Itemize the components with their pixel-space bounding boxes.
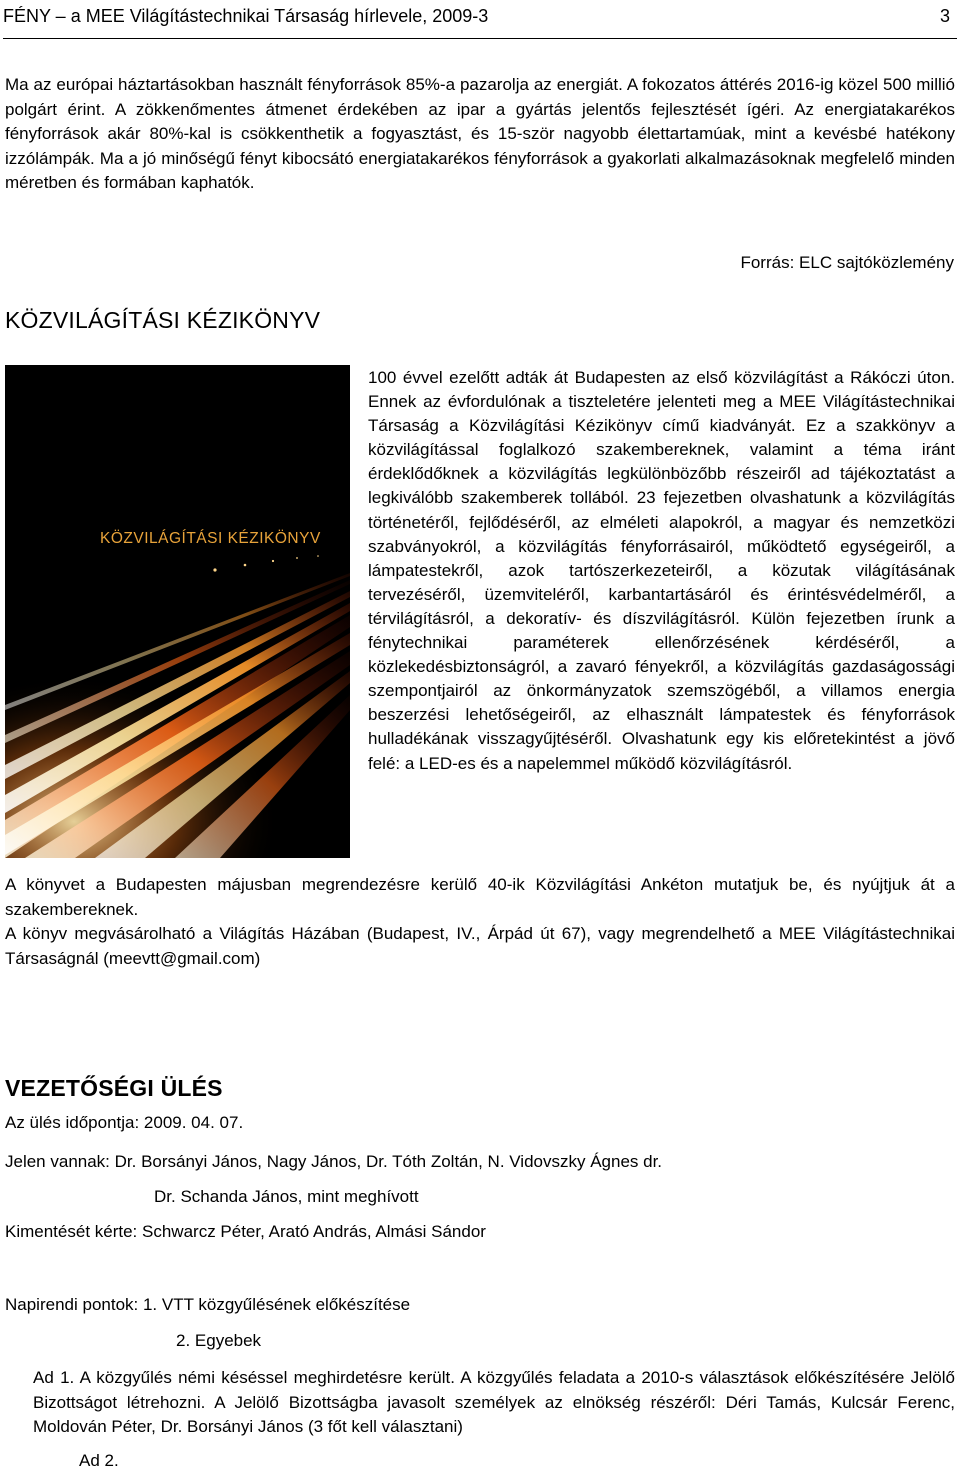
source-note: Forrás: ELC sajtóközlemény <box>740 253 954 272</box>
book-purchase-paragraph: A könyv megvásárolható a Világítás Házában (Budapest, IV., Árpád út 67), vagy megrendelhető a MEE Világítástechnikai Társaságnál (meevtt@gmail.com) <box>5 924 955 968</box>
header-divider <box>3 38 957 39</box>
agenda-ad2-label: Ad 2. <box>79 1451 119 1470</box>
agenda-item-2: 2. Egyebek <box>176 1331 262 1350</box>
book-cover-image <box>5 365 350 858</box>
agenda-item-1: Napirendi pontok: 1. VTT közgyűlésének előkészítése <box>5 1295 411 1314</box>
newsletter-header-title: FÉNY – a MEE Világítástechnikai Társaság hírlevele, 2009-3 <box>3 6 489 26</box>
section-heading-kozvilagitasi-kezikonyv: KÖZVILÁGÍTÁSI KÉZIKÖNYV <box>5 307 321 333</box>
agenda-ad1-paragraph: Ad 1. A közgyűlés némi késéssel meghirdetésre került. A közgyűlés feladata a 2010-s választások előkészítésére Jelölő Bizottságot létrehozni. A Jelölő Bizottságba javasolt személyek az elnökség részéről: Déri Tamás, Kulcsár Ferenc, Moldován Péter, Dr. Borsányi János (3 főt kell választani) <box>33 1368 955 1436</box>
page-number: 3 <box>939 6 950 26</box>
book-description-paragraph: 100 évvel ezelőtt adták át Budapesten az első közvilágítást a Rákóczi úton. Ennek az évfordulónak a tiszteletére jelenteti meg a MEE Világítástechnikai Társaság a Közvilágítási Kézikönyv című kiadványát. Ez a szakkönyv a közvilágítással foglalkozó szakembereknek, valamint a téma iránt érdeklődőknek a közvilágítás legkülönbözőbb részeiről ad tájékoztatást a legkiválóbb szakemberek tollából. 23 fejezetben olvashatunk a közvilágítás történetéről, fejlődéséről, az elméleti alapokról, a magyar és nemzetközi szabványokról, a közvilágítás fényforrásairól, működtető egységeiről, a lámpatestekről, azok tartószerkezeteiről, a közutak világításának tervezéséről, üzemviteléről, karbantartásáról és érintésvédelméről, a térvilágításról, a dekoratív- és díszvilágításról. Külön fejezetben írunk a fénytechnikai paraméterek ellenőrzésének kérdéséről, a közlekedésbiztonságról, a zavaró fényekről, a közvilágítás gazdaságossági szempontjairól az önkormányzatok szemszögéből, a villamos energia beszerzési lehetőségeiről, az elhasznált lámpatestek és fényforrások hulladékának visszagyűjtéséről. Olvashatunk egy kis előretekintést a jövő felé: a LED-es és a napelemmel működő közvilágításról. <box>368 368 955 773</box>
book-presentation-paragraph: A könyvet a Budapesten májusban megrendezésre kerülő 40-ik Közvilágítási Ankéton mutatjuk be, és nyújtjuk át a szakembereknek. <box>5 875 955 919</box>
meeting-date: Az ülés időpontja: 2009. 04. 07. <box>5 1113 244 1132</box>
meeting-present: Jelen vannak: Dr. Borsányi János, Nagy János, Dr. Tóth Zoltán, N. Vidovszky Ágnes dr. <box>5 1152 663 1171</box>
intro-paragraph: Ma az európai háztartásokban használt fényforrások 85%-a pazarolja az energiát. A fokozatos áttérés 2016-ig közel 500 millió polgárt érint. A zökkenőmentes átmenet érdekében az ipar a gyártás jelentős fejlesztését ígéri. Az energiatakarékos fényforrások akár 80%-kal is csökkenthetik a fogyasztást, és 15-ször nagyobb élettartamúak, mint a kevésbé hatékony izzólámpák. Ma a jó minőségű fényt kibocsátó energiatakarékos fényforrások a gyakorlati alkalmazásoknak megfelelő minden méretben és formában kaphatók. <box>5 75 955 192</box>
section-heading-vezetosegi-ules: VEZETŐSÉGI ÜLÉS <box>5 1075 223 1101</box>
meeting-invited: Dr. Schanda János, mint meghívott <box>154 1187 419 1206</box>
meeting-excused: Kimentését kérte: Schwarcz Péter, Arató András, Almási Sándor <box>5 1222 486 1241</box>
book-cover-title: KÖZVILÁGÍTÁSI KÉZIKÖNYV <box>100 530 321 547</box>
